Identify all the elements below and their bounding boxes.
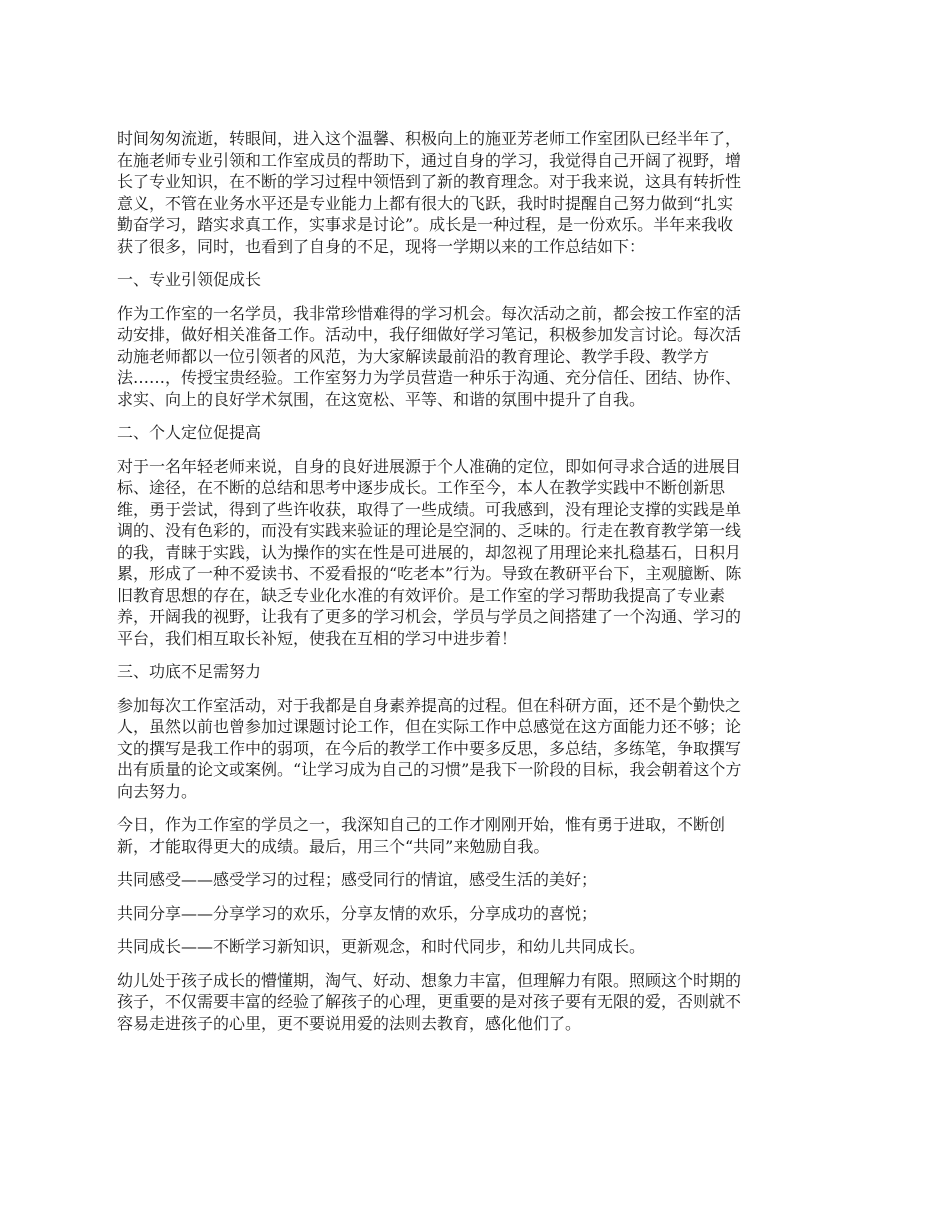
document-page [117, 128, 835, 1046]
final-paragraph: 幼儿处于孩子成长的懵懂期，淘气、好动、想象力丰富，但理解力有限。照顾这个时期的 孩子，不仅需要丰富的经验了解孩子的心理，更重要的是对孩子要有无限的爱，否则就不 容易走进孩子的心里，更不要说用爱的法则去教育，感化他们了。 [117, 970, 742, 1033]
motto-line-1: 共同感受——感受学习的过程；感受同行的情谊，感受生活的美好； [117, 870, 598, 889]
section-heading-2: 二、个人定位促提高 [117, 423, 262, 442]
section-heading-3: 三、功底不足需努力 [117, 662, 262, 681]
motto-line-3: 共同成长——不断学习新知识，更新观念，和时代同步，和幼儿共同成长。 [117, 937, 646, 956]
section-3-paragraph: 参加每次工作室活动，对于我都是自身素养提高的过程。但在科研方面，还不是个勤快之 人，虽然以前也曾参加过课题讨论工作，但在实际工作中总感觉在这方面能力还不够；论 文的撰写是我工作中的弱项，在今后的教学工作中要多反思，多总结，多练笔，争取撰写 出有质量的论文或案例。“让学习成为自己的习惯”是我下一阶段的目标，我会朝着这个方 向去努力。 [117, 695, 742, 801]
motto-line-2: 共同分享——分享学习的欢乐，分享友情的欢乐，分享成功的喜悦； [117, 903, 598, 923]
section-heading-1: 一、专业引领促成长 [117, 270, 262, 289]
closing-paragraph: 今日，作为工作室的学员之一，我深知自己的工作才刚刚开始，惟有勇于进取，不断创 新，才能取得更大的成绩。最后，用三个“共同”来勉励自我。 [117, 815, 726, 856]
section-1-paragraph: 作为工作室的一名学员，我非常珍惜难得的学习机会。每次活动之前，都会按工作室的活 动安排，做好相关准备工作。活动中，我仔细做好学习笔记，积极参加发言讨论。每次活 动施老师都以一位引领者的风范，为大家解读最前沿的教育理论、教学手段、教学方 法……，传授宝贵经验。工作室努力为学员营造一种乐于沟通、充分信任、团结、协作、 求实、向上的良好学术氛围，在这宽松、平等、和谐的氛围中提升了自我。 [117, 303, 742, 409]
section-2-paragraph: 对于一名年轻老师来说，自身的良好进展源于个人准确的定位，即如何寻求合适的进展目 标、途径，在不断的总结和思考中逐步成长。工作至今，本人在教学实践中不断创新思 维，勇于尝试，得到了些许收获，取得了一些成绩。可我感到，没有理论支撑的实践是单 调的、没有色彩的，而没有实践来验证的理论是空洞的、乏味的。行走在教育教学第一线 的我，青睐于实践，认为操作的实在性是可进展的，却忽视了用理论来扎稳基石，日积月 累，形成了一种不爱读书、不爱看报的“吃老本”行为。导致在教研平台下，主观臆断、陈 旧教育思想的存在，缺乏专业化水准的有效评价。是工作室的学习帮助我提高了专业素 养，开阔我的视野，让我有了更多的学习机会，学员与学员之间搭建了一个沟通、学习的 平台，我们相互取长补短，使我在互相的学习中进步着！ [117, 456, 742, 648]
intro-paragraph: 时间匆匆流逝，转眼间，进入这个温馨、积极向上的施亚芳老师工作室团队已经半年了， 在施老师专业引领和工作室成员的帮助下，通过自身的学习，我觉得自己开阔了视野，增 长了专业知识，在不断的学习过程中领悟到了新的教育理念。对于我来说，这具有转折性 意义，不管在业务水平还是专业能力上都有很大的飞跃，我时时提醒自己努力做到“扎实 勤奋学习，踏实求真工作，实事求是讨论”。成长是一种过程，是一份欢乐。半年来我收 获了很多，同时，也看到了自身的不足，现将一学期以来的工作总结如下： [117, 129, 742, 256]
